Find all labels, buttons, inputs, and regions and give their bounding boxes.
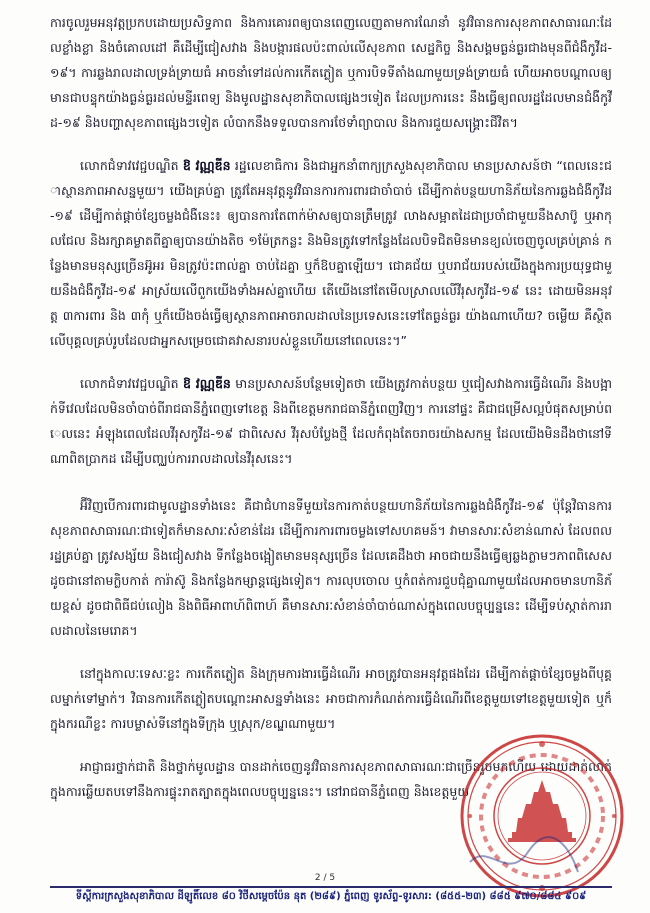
paragraph-text: មានប្រសាសន៍បន្ថែមទៀតថា យើងត្រូវកាត់បន្ថយ ឬជៀសវាងការធ្វើដំណើរ និងបង្អាក់ទីវេលដែលមិនចាំបាច់ពីរាជធានីភ្នំពេញទៅខេត្ត និងពីខេត្តមករាជធានីភ្នំពេញវិញ។ ការនៅផ្ទះ គឺជាជម្រើសល្អបំផុតសម្រាប់ពេលនេះ អំឡុងពេលដែលវីរុសកូវីដ-១៩ ជាពិសេស វីរុសបំប្លែងថ្មី ដែលកំពុងតែចរាចរយ៉ាងសកម្ម ដែលយើងមិនដឹងថានៅទីណាពិតប្រាកដ ដើម្បីបញ្ឈប់ការរាលដាលនៃវីរុសនេះ។ — [50, 376, 612, 466]
footer-divider — [50, 886, 612, 888]
speaker-name: ឱ វណ្ណឌីន — [183, 376, 231, 391]
paragraph-spokesperson-quote — [50, 153, 612, 353]
paragraph-text: រដ្ឋលេខាធិការ និងជាអ្នកនាំពាក្យក្រសួងសុខាភិបាល មានប្រសាសន៍ថា “ពេលនេះជាស្ថានភាពអាសន្នមួយ។ យើងគ្រប់គ្នា ត្រូវតែអនុវត្តនូវវិធានការការពារជាចាំបាច់ ដើម្បីកាត់បន្ថយហានិភ័យនៃការឆ្លងជំងឺកូវីដ-១៩ ដើម្បីកាត់ផ្តាច់ខ្សែចម្លងជំងឺនេះ៖ ឲ្យបានការតែពាក់ម៉ាសឲ្យបានត្រឹមត្រូវ លាងសម្អាតដៃជាប្រចាំជាមួយនឹងសាប៊ូ ឬអាកុលជែល និងរក្សាគម្លាតពីគ្នាឲ្យបានយ៉ាងតិច ១ម៉ែត្រកន្លះ និងមិនត្រូវទៅកន្លែងដែលបិទជិតមិនមានខ្យល់ចេញចូលគ្រប់គ្រាន់ កន្លែងមានមនុស្សច្រើនអ៊ូអរ មិនត្រូវប៉ះពាល់គ្នា ចាប់ដៃគ្នា ឬក៏ឱបគ្នាឡើយ។ ជោគជ័យ ឬបរាជ័យរបស់យើងក្នុងការប្រយុទ្ធជាមួយនឹងជំងឺកូវីដ-១៩ អាស្រ័យលើពួកយើងទាំងអស់គ្នាហើយ តើយើងនៅតែមើលស្រាលលើវីរុសកូវីដ-១៩ នេះ ដោយមិនអនុវត្ត ៣ការពារ និង ៣កុំ ឬក៏យើងចង់ធ្វើឲ្យស្ថានភាពអាចរាលដាលនៃប្រទេសនេះទៅតែធ្ងន់ធ្ងរ យ៉ាងណាហើយ? ចម្លើយ គឺស្ថិតលើបុគ្គលគ្រប់រូបដែលជាអ្នកសម្រេចជោគវាសនារបស់ខ្លួនហើយនៅពេលនេះ។” — [50, 158, 612, 348]
document-body — [50, 10, 612, 824]
paragraph-lockdown-measures — [50, 661, 612, 736]
speaker-name: ឱ វណ្ណឌីន — [182, 158, 231, 173]
paragraph-intro-continuation — [50, 10, 612, 135]
paragraph-text: ការចូលរួមអនុវត្តប្រកបដោយប្រសិទ្ធភាព និងការគោរពឲ្យបានពេញលេញតាមការណែនាំ នូវវិធានការសុខភាពសាធារណៈដែលខ្លាំងខ្លា និងចំគោលដៅ គឺដើម្បីជៀសវាង និងបង្ការផលប៉ះពាល់លើសុខភាព សេដ្ឋកិច្ច និងសង្គមធ្ងន់ធ្ងរជាងមុនពីជំងឺកូវីដ-១៩។ ការឆ្លងរាលដាលទ្រង់ទ្រាយធំ អាចនាំទៅដល់ការកើតភ្លៀត ឬការបិទទីតាំងណាមួយទ្រង់ទ្រាយធំ ហើយអាចបណ្តាលឲ្យមានជាបន្ទុកយ៉ាងធ្ងន់ធ្ងរដល់មន្ទីរពេទ្យ និងមូលដ្ឋានសុខាភិបាលផ្សេងៗទៀត ដែលប្រការនេះ នឹងធ្វើឲ្យពលរដ្ឋដែលមានជំងឺកូវីដ-១៩ និងបញ្ហាសុខភាពផ្សេងៗទៀត លំបាកនឹងទទួលបានការថែទាំព្យាបាល និងការជួយសង្គ្រោះជីវិត។ — [50, 15, 612, 130]
paragraph-text: អាជ្ញាធរថ្នាក់ជាតិ និងថ្នាក់មូលដ្ឋាន បានដាក់ចេញនូវវិធានការសុខភាពសាធារណៈជាច្រើនរួចមកហើយ ដោយដាក់លាក់ ក្នុងការឆ្លើយតបទៅនឹងការផ្ទុះរាតត្បាតក្នុងពេលបច្ចុប្បន្ននេះ។ នៅរាជធានីភ្នំពេញ និងខេត្តមួយ — [50, 759, 612, 799]
paragraph-public-health-measures — [50, 493, 612, 643]
speaker-title: លោកជំទាវវេជ្ជបណ្ឌិត — [80, 158, 179, 173]
speaker-title: លោកជំទាវវេជ្ជបណ្ឌិត — [80, 376, 179, 391]
page-number: 2 / 5 — [314, 873, 336, 883]
paragraph-travel-advice — [50, 371, 612, 471]
paragraph-text: នៅក្នុងកាលៈទេសៈខ្លះ ការកើតភ្លៀត និងក្រុមការងារធ្វើដំណើរ អាចត្រូវបានអនុវត្តផងដែរ ដើម្បីកាត់ផ្តាច់ខ្សែចម្លងពីបុគ្គលម្នាក់ទៅម្នាក់។ វិធានការកើតភ្លៀតបណ្តោះអាសន្នទាំងនេះ អាចជាការកំណត់ការធ្វើដំណើរពីខេត្តមួយទៅខេត្តមួយទៀត ឬក៏ក្នុងករណីខ្លះ ការបម្លាស់ទីនៅក្នុងទីក្រុង ឬស្រុក/ខណ្ឌណាមួយ។ — [50, 666, 612, 731]
paragraph-text: អ៊ីវិញបើការពារជាមូលដ្ឋានទាំងនេះ គឺជាជំហានទីមួយនៃការកាត់បន្ថយហានិភ័យនៃការឆ្លងជំងឺកូវីដ-១៩ ប៉ុន្តែវិធានការសុខភាពសាធារណៈជាទៀតក៏មានសារៈសំខាន់ដែរ ដើម្បីការការពារចម្លងទៅសហគមន៍។ វាមានសារៈសំខាន់ណាស់ ដែលពលរដ្ឋគ្រប់គ្នា ត្រូវសង្ស័យ និងជៀសវាង ទីកន្លែងចង្អៀតមានមនុស្សច្រើន ដែលគេដឹងថា អាចជាយនឹងធ្វើឲ្យឆ្លងភ្លាមៗភាពពិសេស ដូចជានៅតាមក្លិបកាត់ ការ៉ាស៊ូ និងកន្លែងកម្សាន្តផ្សេងទៀត។ ការលុបចោល ឬកំពត់ការជួបជុំគ្នាណាមួយដែលអាចមានហានិភ័យខ្ពស់ ដូចជាពិធីជប់លៀង និងពិធីអាពាហ៍ពិពាហ៍ គឺមានសារៈសំខាន់ចាំបាច់ណាស់ក្នុងពេលបច្ចុប្បន្ននេះ ដើម្បីទប់ស្កាត់ការរាលដាលនៃមេរោគ។ — [50, 498, 612, 638]
footer-address: ទីស្តីការក្រសួងសុខាភិបាល ដីឡូតិ៍លេខ ៨០ វិថីសម្តេចប៉ែន នុត (២៨៩) ភ្នំពេញ ទូរស័ព្ទ-ទូរសារ: (៨៥៥-២៣) ៨៨៥ ៩៧០/៨៨៤ ៩០៩ — [75, 891, 587, 902]
